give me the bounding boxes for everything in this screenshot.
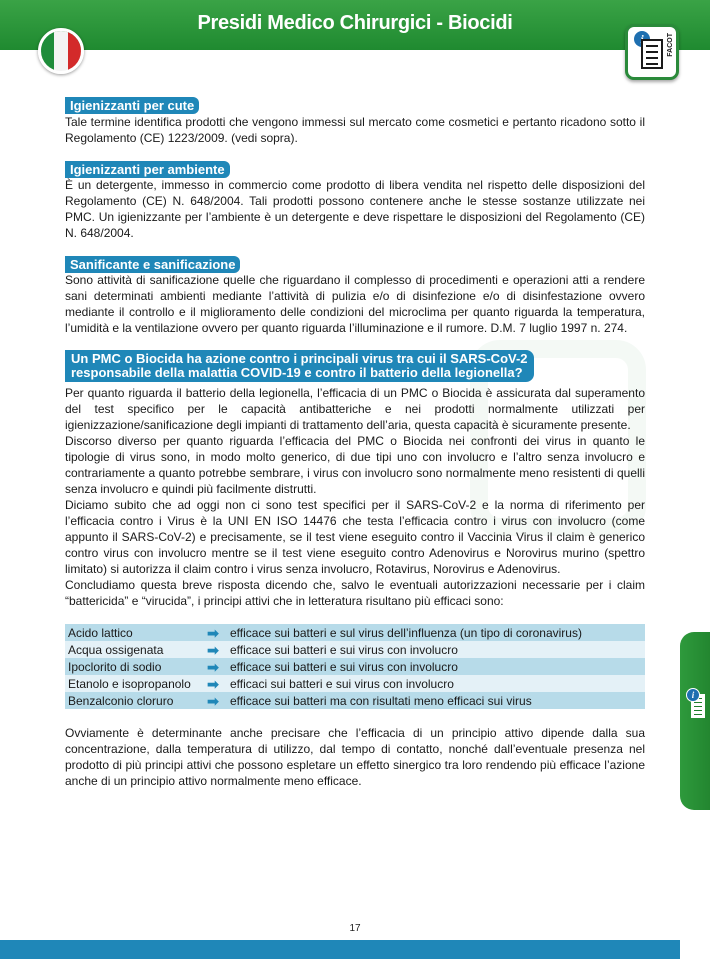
page-number: 17 — [349, 923, 361, 934]
facot-badge-label: FACOT — [667, 33, 674, 57]
closing-text: Ovviamente è determinante anche precisare che l’efficacia di un principio attivo dipende dalla sua concentrazione, dalla temperatura di utilizzo, dal tempo di contatto, nonché dall’eventuale presenza nel prodotto di più principi attivi che possono espletare un effetto sinergico tra loro rendendo più efficace l’azione anche di un principio attivo normalmente meno efficace. — [65, 726, 645, 788]
arrow-right-icon: ➡ — [199, 624, 227, 641]
side-tab[interactable] — [680, 632, 710, 810]
arrow-right-icon: ➡ — [199, 641, 227, 658]
arrow-right-icon: ➡ — [199, 658, 227, 675]
paragraph: Concludiamo questa breve risposta dicendo che, salvo le eventuali autorizzazioni necessarie per i claim “battericida” e “virucida”, i principi attivi che in letteratura risultano più efficaci sono: — [65, 578, 645, 608]
section-heading-line2: responsabile della malattia COVID-19 e contro il batterio della legionella? — [71, 365, 523, 380]
section-text-igienizzanti-ambiente: È un detergente, immesso in commercio come prodotto di libera vendita nel rispetto delle disposizioni del Regolamento (CE) N. 648/2004. Tali prodotti possono contenere anche le stesse sostanze utilizzate nei PMC. Un igienizzante per l’ambiente è un detergente e deve rispettare le disposizioni del Regolamento (CE) N. 648/2004. — [65, 178, 645, 240]
facot-info-badge — [625, 24, 679, 80]
effect-cell: efficace sui batteri e sul virus dell’influenza (un tipo di coronavirus) — [227, 624, 645, 641]
italian-flag-icon — [38, 28, 84, 74]
table-row — [65, 624, 645, 641]
arrow-right-icon: ➡ — [199, 675, 227, 692]
section-heading-sanificazione: Sanificante e sanificazione — [65, 256, 240, 273]
paragraph: Per quanto riguarda il batterio della legionella, l’efficacia di un PMC o Biocida è assicurata dal superamento del test specifico per le capacità antibatteriche e nei prodotti normalmente utilizzati per igienizzazione/sanificazione degli impianti di trattamento dell’aria, questa capacità è sicuramente presente. — [65, 386, 645, 432]
section-text-igienizzanti-cute: Tale termine identifica prodotti che vengono immessi sul mercato come cosmetici e pertanto ricadono sotto il Regolamento (CE) 1223/2009. (vedi sopra). — [65, 115, 645, 145]
section-heading-pmc-virus — [65, 350, 534, 382]
substance-cell: Benzalconio cloruro — [65, 692, 199, 709]
section-text-pmc-virus — [65, 385, 645, 609]
page-title: Presidi Medico Chirurgici - Biocidi — [197, 12, 513, 34]
info-icon: i — [686, 688, 700, 702]
substance-cell: Acqua ossigenata — [65, 641, 199, 658]
section-heading-line1: Un PMC o Biocida ha azione contro i principali virus tra cui il SARS-CoV-2 — [71, 351, 528, 366]
effect-cell: efficace sui batteri e sui virus con involucro — [227, 658, 645, 675]
substance-cell: Ipoclorito di sodio — [65, 658, 199, 675]
paragraph: Diciamo subito che ad oggi non ci sono test specifici per il SARS-CoV-2 e la norma di riferimento per l’efficacia contro i Virus è la UNI EN ISO 14476 che testa l’efficacia contro i virus con involucro (come appunto il SARS-CoV-2) e precisamente, se il test viene eseguito contro il Vaccinia Virus il claim è generico contro virus con involucro mentre se il test viene eseguito contro Adenovirus e Norovirus murino (spettro limitato) si autorizza il claim contro i virus senza involucro, Rotavirus, Norovirus e Adenovirus. — [65, 498, 645, 576]
section-text-sanificazione: Sono attività di sanificazione quelle che riguardano il complesso di procedimenti e operazioni atti a rendere sani determinati ambienti mediante l’attività di pulizia e/o di disinfezione e/o di disinfestazione ovvero mediante il controllo e il miglioramento delle condizioni del microclima per quanto riguarda la temperatura, l’umidità e la ventilazione ovvero per quanto riguarda l’illuminazione e il rumore. D.M. 7 luglio 1997 n. 274. — [65, 273, 645, 335]
substance-cell: Acido lattico — [65, 624, 199, 641]
document-icon — [641, 39, 663, 69]
table-row — [65, 675, 645, 692]
active-ingredients-table — [65, 624, 645, 709]
section-heading-igienizzanti-cute: Igienizzanti per cute — [65, 97, 199, 114]
section-heading-igienizzanti-ambiente: Igienizzanti per ambiente — [65, 161, 230, 178]
effect-cell: efficace sui batteri ma con risultati meno efficaci sui virus — [227, 692, 645, 709]
table-row — [65, 658, 645, 675]
table-row — [65, 641, 645, 658]
table-row — [65, 692, 645, 709]
footer-bar — [0, 940, 680, 959]
substance-cell: Etanolo e isopropanolo — [65, 675, 199, 692]
paragraph: Discorso diverso per quanto riguarda l’efficacia del PMC o Biocida nei confronti dei virus in quanto le tipologie di virus sono, in modo molto generico, di due tipi uno con involucro e l’altro senza involucro e contrariamente a quanto potrebbe sembrare, i virus con involucro sono normalmente meno resistenti di quelli senza involucro e quindi più facilmente distrutti. — [65, 434, 645, 496]
effect-cell: efficaci sui batteri e sui virus con involucro — [227, 675, 645, 692]
arrow-right-icon: ➡ — [199, 692, 227, 709]
effect-cell: efficace sui batteri e sui virus con involucro — [227, 641, 645, 658]
